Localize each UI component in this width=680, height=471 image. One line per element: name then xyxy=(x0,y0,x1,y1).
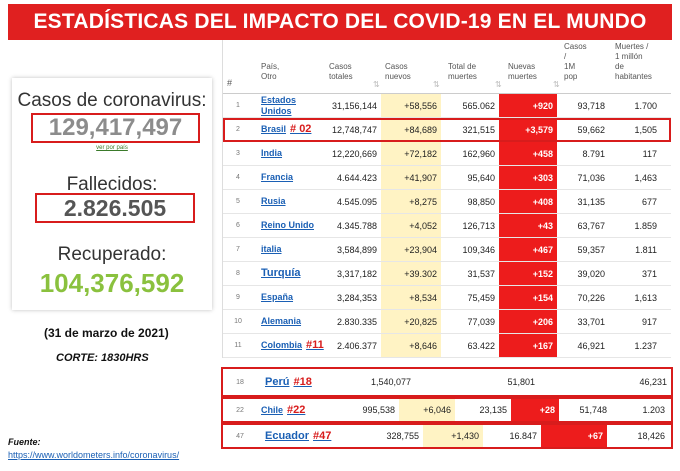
cell-deaths-1m: 371 xyxy=(641,268,657,279)
cell-deaths-1m: 1.811 xyxy=(635,244,657,255)
table-row xyxy=(223,166,671,190)
table-row xyxy=(223,238,671,262)
page-title: ESTADÍSTICAS DEL IMPACTO DEL COVID-19 EN EL MUNDO xyxy=(33,10,647,33)
cell-new-deaths: +167 xyxy=(499,334,557,357)
cell-new-deaths: +154 xyxy=(499,286,557,309)
rank-tag: #47 xyxy=(313,429,332,442)
cell-total-deaths: 63.422 xyxy=(467,340,495,351)
country-link[interactable]: Perú #18 xyxy=(265,375,312,388)
table-row xyxy=(223,214,671,238)
sort-icon[interactable]: ⇅ xyxy=(553,80,560,89)
cell-num: 5 xyxy=(236,198,240,205)
highlighted-country-box xyxy=(221,367,673,397)
cell-cases-1m: 59,357 xyxy=(577,244,605,255)
date-note: (31 de marzo de 2021) xyxy=(44,326,169,340)
cell-new-cases: +8,275 xyxy=(381,190,441,213)
cell-new-cases: +8,646 xyxy=(381,334,441,357)
country-link[interactable]: Turquía xyxy=(261,267,301,279)
cell-new-deaths: +152 xyxy=(499,262,557,285)
cell-new-cases: +4,052 xyxy=(381,214,441,237)
global-stats-panel xyxy=(12,78,212,310)
cell-deaths-1m: 1.237 xyxy=(634,340,657,351)
cell-deaths-1m: 1.700 xyxy=(634,100,657,111)
cell-cases-1m: 51,748 xyxy=(579,405,607,415)
cell-new-cases: +23,904 xyxy=(381,238,441,261)
country-link[interactable]: Estados Unidos xyxy=(261,94,297,116)
cell-cases-1m: 70,226 xyxy=(577,292,605,303)
source-label: Fuente: xyxy=(8,437,41,447)
cell-cases-1m: 93,718 xyxy=(577,100,605,111)
cell-deaths-1m: 917 xyxy=(641,316,657,327)
cell-total-cases: 3,584,899 xyxy=(336,244,377,255)
cell-total-cases: 12,748,747 xyxy=(331,124,377,135)
cell-total-deaths: 95,640 xyxy=(467,172,495,183)
country-link[interactable]: Reino Unido xyxy=(261,220,314,230)
table-row xyxy=(223,425,671,447)
cell-new-cases xyxy=(415,369,477,395)
cell-num: 7 xyxy=(236,246,240,253)
table-row xyxy=(223,286,671,310)
header-cases-1m[interactable]: Casos / 1M pop xyxy=(564,42,587,81)
cell-new-deaths: +28 xyxy=(511,399,559,421)
highlighted-country-box xyxy=(221,397,673,423)
cell-new-deaths: +43 xyxy=(499,214,557,237)
cell-new-deaths: +467 xyxy=(499,238,557,261)
highlighted-country-box xyxy=(221,423,673,449)
cell-total-deaths: 23,135 xyxy=(479,405,507,415)
cell-total-deaths: 51,801 xyxy=(507,377,535,387)
sort-icon[interactable]: ⇅ xyxy=(433,80,440,89)
header-country[interactable]: País, Otro xyxy=(261,62,280,81)
cell-deaths-1m: 1,613 xyxy=(634,292,657,303)
cell-new-deaths xyxy=(539,369,599,395)
cell-cases-1m: 33,701 xyxy=(577,316,605,327)
cell-total-cases: 2.830.335 xyxy=(336,316,377,327)
cell-new-cases: +20,825 xyxy=(381,310,441,333)
cell-new-deaths: +206 xyxy=(499,310,557,333)
cell-deaths-1m: 677 xyxy=(641,196,657,207)
cell-new-deaths: +920 xyxy=(499,94,557,117)
table-row xyxy=(223,190,671,214)
table-row xyxy=(223,399,671,421)
rank-tag: # 02 xyxy=(290,123,312,135)
country-link[interactable]: Chile #22 xyxy=(261,403,306,416)
cell-total-deaths: 75,459 xyxy=(467,292,495,303)
cell-total-deaths: 565.062 xyxy=(462,100,495,111)
cell-deaths-1m: 1.859 xyxy=(634,220,657,231)
cell-new-deaths: +408 xyxy=(499,190,557,213)
header-total-cases[interactable]: Casos totales xyxy=(329,62,353,81)
table-row xyxy=(223,334,671,358)
recovered-label: Recuperado: xyxy=(57,244,167,265)
cell-total-deaths: 77,039 xyxy=(467,316,495,327)
cell-num: 18 xyxy=(236,378,244,386)
table-row xyxy=(223,94,671,118)
cell-total-cases: 4.644.423 xyxy=(336,172,377,183)
deaths-value: 2.826.505 xyxy=(35,193,195,223)
cell-num: 4 xyxy=(236,174,240,181)
cutoff-note: CORTE: 1830HRS xyxy=(56,352,149,364)
cell-new-cases: +39.302 xyxy=(381,262,441,285)
cell-new-cases: +8,534 xyxy=(381,286,441,309)
cell-total-cases: 1,540,077 xyxy=(370,377,411,387)
table-row xyxy=(223,262,671,286)
sort-icon[interactable]: ⇅ xyxy=(373,80,380,89)
cell-total-cases: 995,538 xyxy=(362,405,395,415)
cell-new-deaths: +303 xyxy=(499,166,557,189)
cell-total-cases: 4.545.095 xyxy=(336,196,377,207)
cell-num: 8 xyxy=(236,270,240,277)
country-link[interactable]: Ecuador #47 xyxy=(265,429,332,442)
cell-total-cases: 3,317,182 xyxy=(336,268,377,279)
cases-label: Casos de coronavirus: xyxy=(17,90,207,111)
cell-deaths-1m: 46,231 xyxy=(639,377,667,387)
cell-new-cases: +41,907 xyxy=(381,166,441,189)
cell-deaths-1m: 1,463 xyxy=(634,172,657,183)
cell-cases-1m: 39,020 xyxy=(577,268,605,279)
header-total-deaths[interactable]: Total de muertes xyxy=(448,62,477,81)
country-link[interactable]: Brasil # 02 xyxy=(261,123,312,135)
cell-cases-1m: 46,921 xyxy=(577,340,605,351)
cell-total-cases: 31,156,144 xyxy=(331,100,377,111)
cell-cases-1m: 59,662 xyxy=(577,124,605,135)
cell-num: 10 xyxy=(234,318,242,325)
deaths-label: Fallecidos: xyxy=(66,174,158,195)
cell-new-cases: +58,556 xyxy=(381,94,441,117)
cell-total-deaths: 16.847 xyxy=(509,431,537,441)
cases-value: 129,417,497 xyxy=(31,113,200,143)
cell-new-cases: +72,182 xyxy=(381,142,441,165)
country-link[interactable]: Francia xyxy=(261,172,294,182)
header-new-deaths[interactable]: Nuevas muertes xyxy=(508,62,537,81)
table-header xyxy=(223,40,671,94)
cell-total-cases: 12,220,669 xyxy=(331,148,377,159)
cell-total-deaths: 109,346 xyxy=(462,244,495,255)
cell-num: 3 xyxy=(236,150,240,157)
cell-num: 11 xyxy=(234,342,242,349)
cell-new-deaths: +67 xyxy=(541,425,607,447)
cell-total-cases: 328,755 xyxy=(386,431,419,441)
country-link[interactable]: India xyxy=(261,148,283,158)
country-link[interactable]: ver por país xyxy=(96,145,128,151)
covid-table xyxy=(222,40,670,358)
cell-total-deaths: 126,713 xyxy=(462,220,495,231)
country-link[interactable]: italia xyxy=(261,244,282,254)
header-num[interactable]: # xyxy=(227,78,233,88)
table-row xyxy=(223,369,671,395)
cell-total-deaths: 321,515 xyxy=(462,124,495,135)
cell-new-deaths: +458 xyxy=(499,142,557,165)
cell-num: 47 xyxy=(236,432,244,440)
cell-new-deaths: +3,579 xyxy=(499,118,557,141)
cell-total-deaths: 98,850 xyxy=(467,196,495,207)
highlight-box xyxy=(223,118,671,142)
cell-deaths-1m: 1,505 xyxy=(634,124,657,135)
cell-num: 1 xyxy=(236,102,240,109)
cell-total-cases: 4.345.788 xyxy=(336,220,377,231)
rank-tag: #22 xyxy=(287,403,306,416)
header-new-cases[interactable]: Casos nuevos xyxy=(385,62,411,81)
country-link[interactable]: Alemania xyxy=(261,316,302,326)
cell-cases-1m: 18,426 xyxy=(637,431,665,441)
source-link[interactable]: https://www.worldometers.info/coronavirus/ xyxy=(8,450,180,460)
cell-deaths-1m xyxy=(669,425,673,447)
recovered-value: 104,376,592 xyxy=(39,268,185,298)
country-link[interactable]: España xyxy=(261,292,294,302)
cell-total-deaths: 162,960 xyxy=(462,148,495,159)
cell-num: 22 xyxy=(236,406,244,414)
table-row xyxy=(223,142,671,166)
cell-total-cases: 3,284,353 xyxy=(336,292,377,303)
cell-cases-1m: 63,767 xyxy=(577,220,605,231)
cell-total-deaths: 31,537 xyxy=(467,268,495,279)
cell-new-cases: +1,430 xyxy=(423,425,483,447)
cell-num: 9 xyxy=(236,294,240,301)
cell-num: 6 xyxy=(236,222,240,229)
cell-num: 2 xyxy=(236,126,240,133)
cell-total-cases: 2.406.377 xyxy=(336,340,377,351)
table-row xyxy=(223,310,671,334)
cell-deaths-1m: 117 xyxy=(642,148,657,159)
cell-cases-1m: 31,135 xyxy=(577,196,605,207)
cell-cases-1m: 8.791 xyxy=(582,148,605,159)
cell-deaths-1m: 1.203 xyxy=(642,405,665,415)
cell-new-cases: +84,689 xyxy=(381,118,441,141)
cell-cases-1m: 71,036 xyxy=(577,172,605,183)
country-link[interactable]: Rusia xyxy=(261,196,286,206)
rank-tag: #11 xyxy=(306,339,324,351)
sort-icon[interactable]: ⇅ xyxy=(495,80,502,89)
rank-tag: #18 xyxy=(293,375,312,388)
country-link[interactable]: Colombia #11 xyxy=(261,339,324,351)
cell-new-cases: +6,046 xyxy=(399,399,455,421)
header-deaths-1m[interactable]: Muertes / 1 millón de habitantes xyxy=(615,42,652,81)
title-banner xyxy=(8,4,672,40)
